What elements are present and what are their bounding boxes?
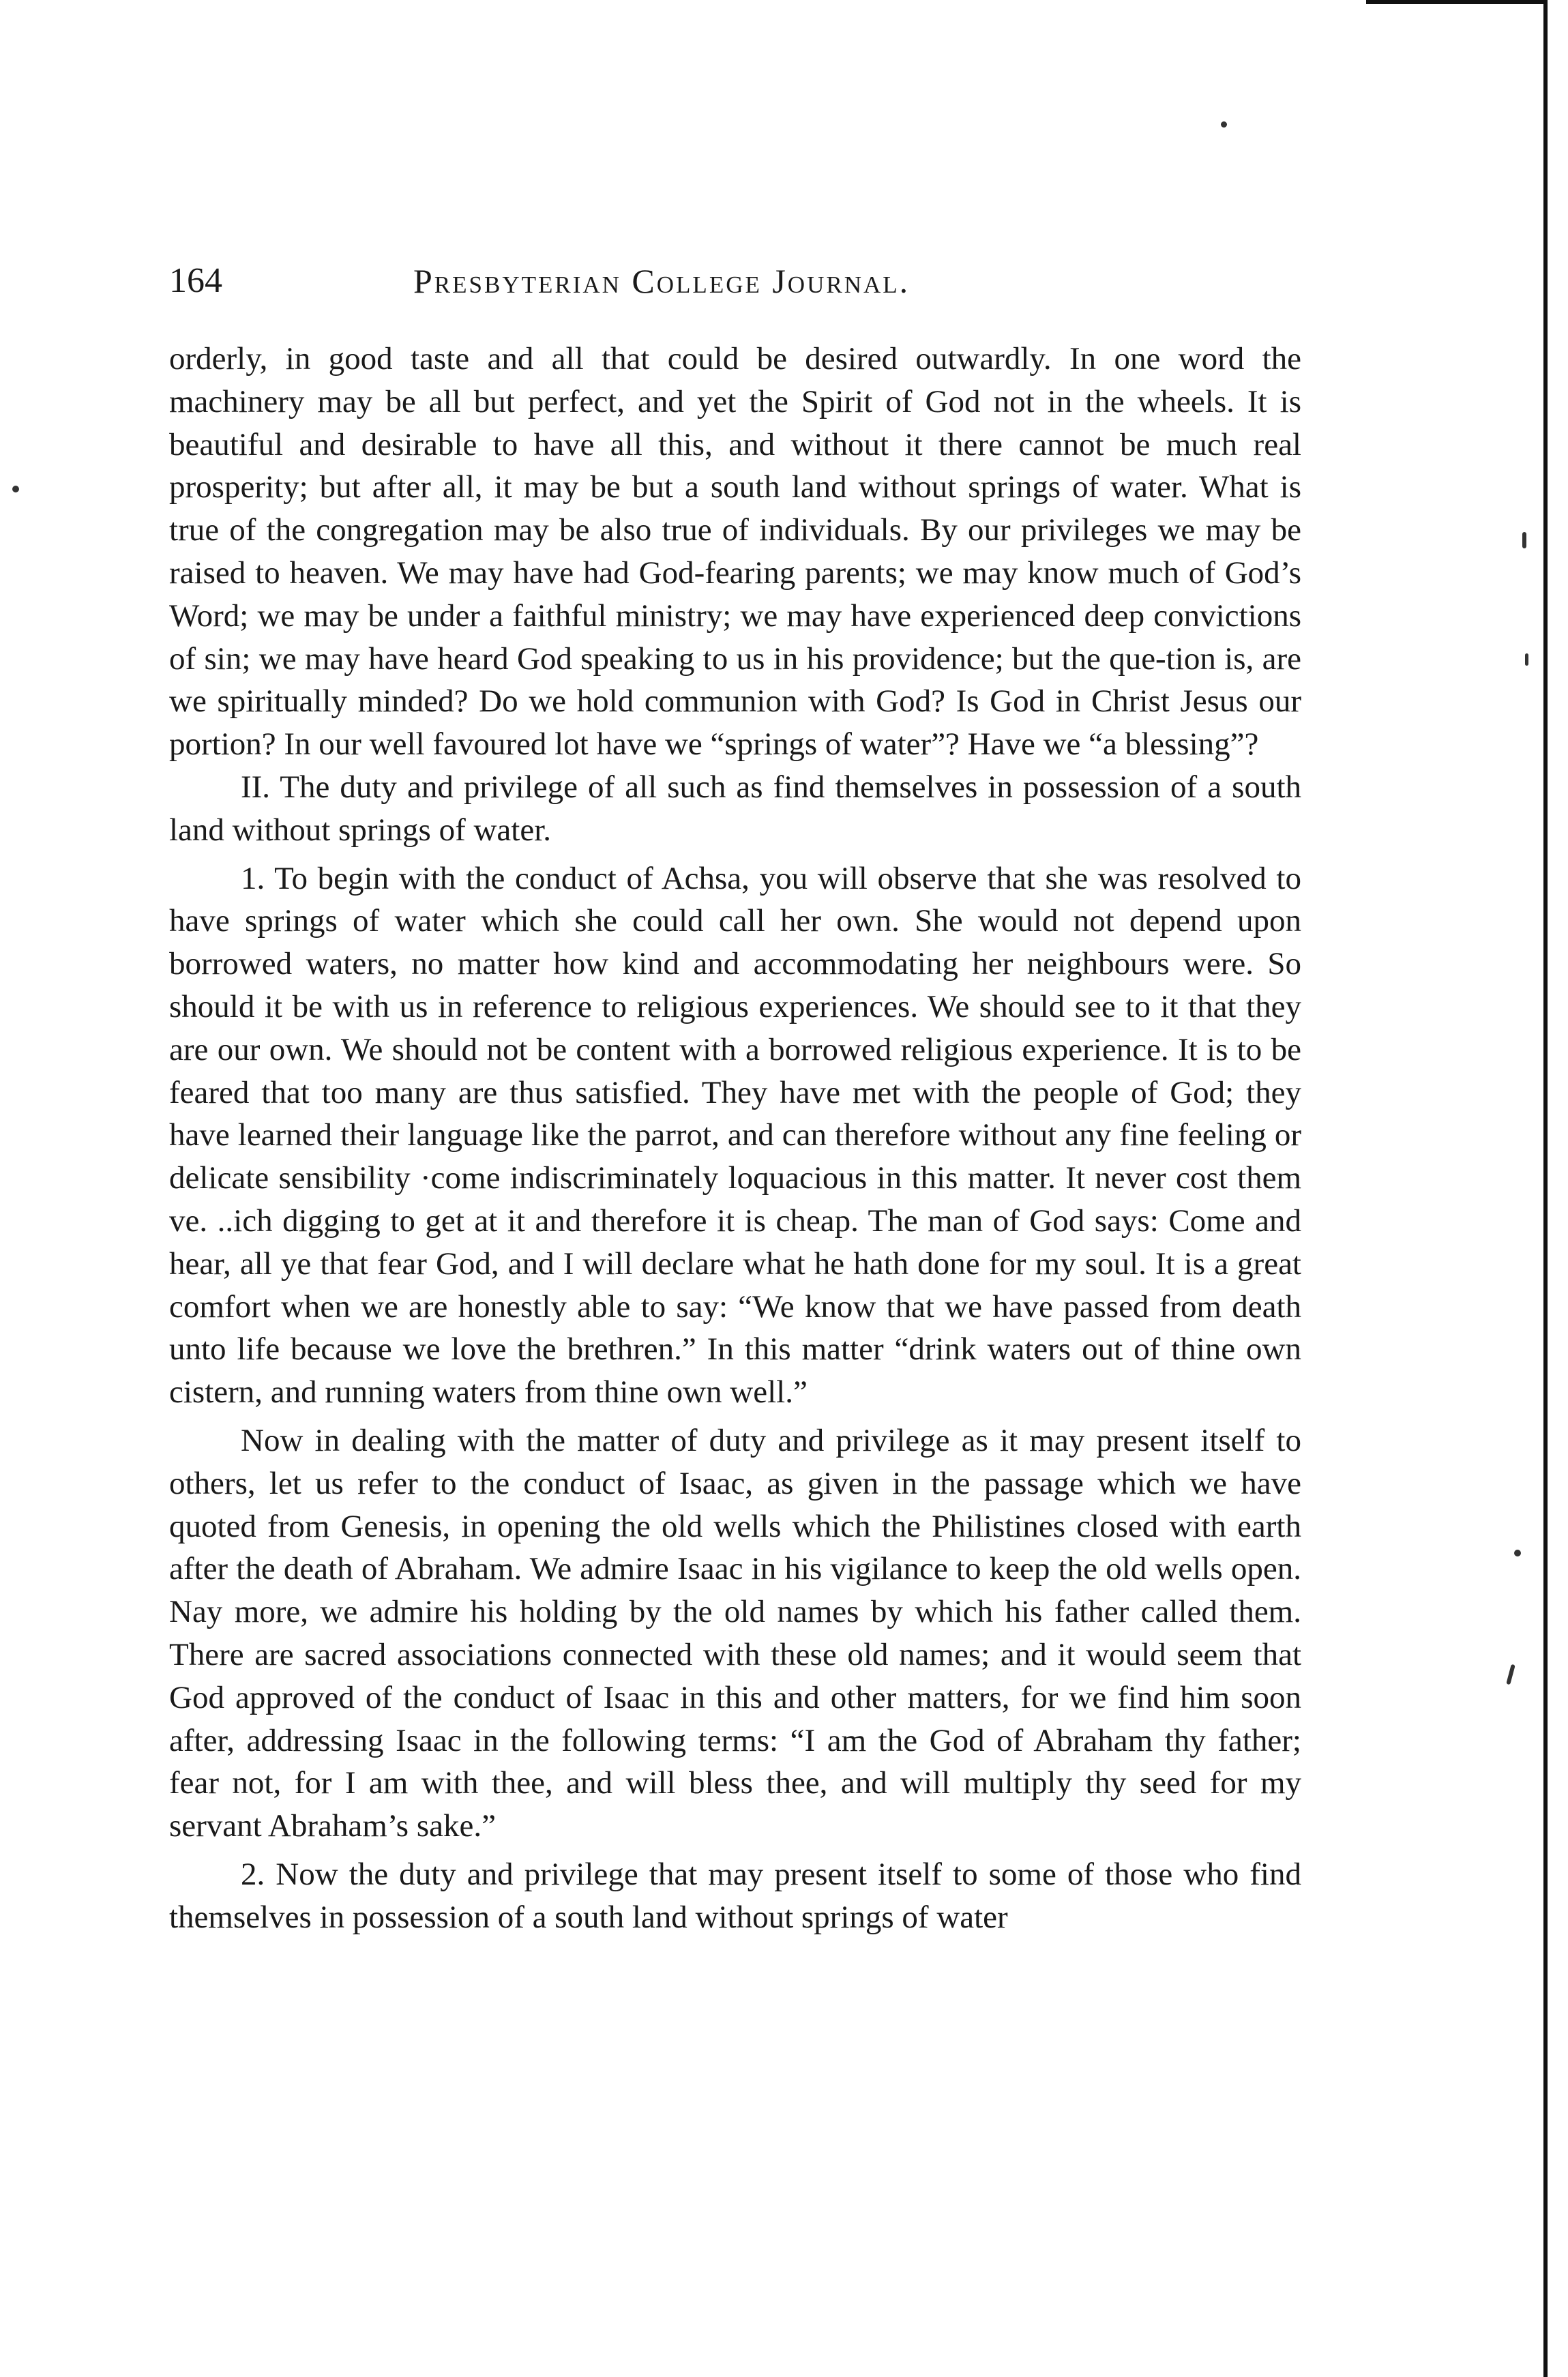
scan-speck [12, 486, 19, 492]
page-number: 164 [169, 261, 222, 300]
paragraph-section-two: II. The duty and privilege of all such as find themselves in possession of a south land without springs of water. [169, 769, 1301, 848]
scan-speck [1221, 121, 1227, 128]
scan-speck [1525, 653, 1528, 666]
paragraph-point-two: 2. Now the duty and privilege that may present itself to some of those who find themselves in possession of a south land without springs of water [169, 1856, 1301, 1935]
paragraph-isaac: Now in dealing with the matter of duty and privilege as it may present itself to others, let us refer to the conduct of Isaac, as given in the passage which we have quoted from Genesis, in opening the old wells which the Philistines closed with earth after the death of Abraham. We admire Isaac in his vigilance to keep the old wells open. Nay more, we admire his holding by the old names by which his father called them. There are sacred associations connected with these old names; and it would seem that God approved of the conduct of Isaac in this and other matters, for we find him soon after, addressing Isaac in the following terms: “I am the God of Abraham thy father; fear not, for I am with thee, and will bless thee, and will multiply thy seed for my servant Abraham’s sake.” [169, 1422, 1301, 1844]
page-header [169, 254, 1301, 308]
scan-speck [1514, 1550, 1521, 1556]
paragraph-continuation: orderly, in good taste and all that could be desired outwardly. In one word the machinery may be all but perfect, and yet the Spirit of God not in the wheels. It is beautiful and desirable to have all this, and without it there cannot be much real prosperity; but after all, it may be but a south land without springs of water. What is true of the congregation may be also true of individuals. By our privileges we may be raised to heaven. We may have had God-fearing parents; we may know much of God’s Word; we may be under a faithful ministry; we may have experienced deep convictions of sin; we may have heard God speaking to us in his providence; but the que-tion is, are we spiritually minded? Do we hold communion with God? Is God in Christ Jesus our portion? In our well favoured lot have we “springs of water”? Have we “a blessing”? [169, 341, 1301, 763]
scan-speck [1506, 1664, 1515, 1685]
page-edge-border [1543, 0, 1548, 2377]
paragraph-point-one: 1. To begin with the conduct of Achsa, you will observe that she was resolved to have springs of water which she could call her own. She would not depend upon borrowed waters, no matter how kind and accommodating her neighbours were. So should it be with us in reference to religious experiences. We should see to it that they are our own. We should not be content with a borrowed religious experience. It is to be feared that too many are thus satisfied. They have met with the people of God; they have learned their language like the parrot, and can therefore without any fine feeling or delicate sensibility ·come indiscriminately loquacious in this matter. It never cost them ve. ..ich digging to get at it and therefore it is cheap. The man of God says: Come and hear, all ye that fear God, and I will declare what he hath done for my soul. It is a great comfort when we are honestly able to say: “We know that we have passed from death unto life because we love the brethren.” In this matter “drink waters out of thine own cistern, and running waters from thine own well.” [169, 860, 1301, 1411]
body-text [169, 338, 1301, 1938]
top-edge-rule [1366, 0, 1543, 4]
running-title: Presbyterian College Journal. [413, 262, 911, 300]
scan-speck [1522, 532, 1526, 548]
